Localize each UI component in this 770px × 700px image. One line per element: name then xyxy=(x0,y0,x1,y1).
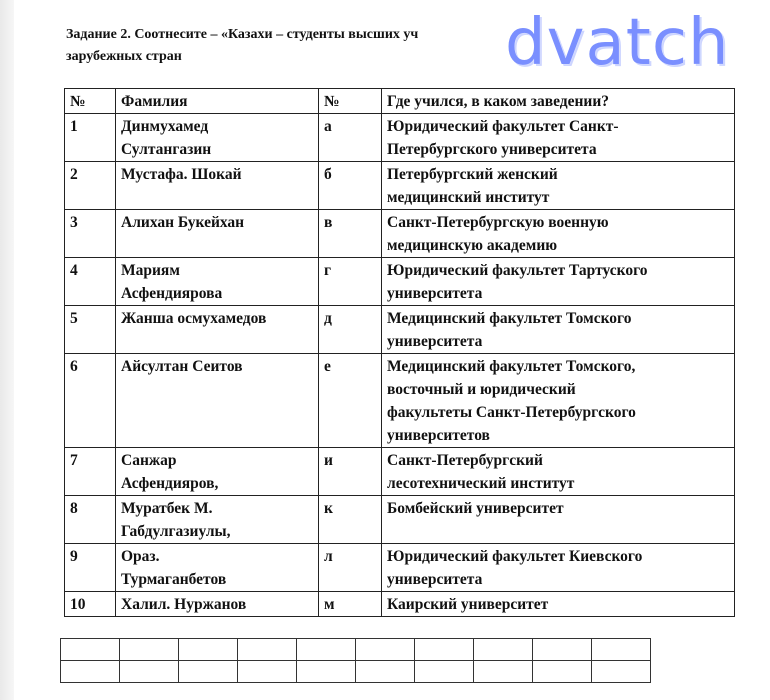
row-place xyxy=(382,306,735,354)
surname-line: Динмухамед xyxy=(121,118,209,135)
surname-line: Мариям xyxy=(121,262,180,279)
row-letter: м xyxy=(319,592,382,617)
row-letter: в xyxy=(319,210,382,258)
place-line: Петербургский женский xyxy=(387,166,558,183)
answer-cell xyxy=(179,639,238,661)
row-surname xyxy=(116,448,319,496)
surname-line: Султангазин xyxy=(121,141,212,158)
answer-cell xyxy=(474,639,533,661)
surname-line: Санжар xyxy=(121,452,177,469)
answer-grid-row xyxy=(61,661,651,683)
place-line: медицинский институт xyxy=(387,189,550,206)
answer-cell xyxy=(415,639,474,661)
header-place: Где учился, в каком заведении? xyxy=(382,89,735,114)
answer-cell xyxy=(297,661,356,683)
row-surname xyxy=(116,544,319,592)
place-line: Медицинский факультет Томского xyxy=(387,310,632,327)
answer-cell xyxy=(61,639,120,661)
row-number: 6 xyxy=(65,354,116,448)
row-number: 10 xyxy=(65,592,116,617)
row-number: 7 xyxy=(65,448,116,496)
row-place xyxy=(382,496,735,544)
surname-line: Алихан Букейхан xyxy=(121,214,245,231)
row-place xyxy=(382,354,735,448)
table-row xyxy=(65,114,735,162)
answer-cell xyxy=(179,661,238,683)
place-line: Каирский университет xyxy=(387,596,549,613)
answer-cell xyxy=(238,661,297,683)
answer-cell xyxy=(415,661,474,683)
row-letter: л xyxy=(319,544,382,592)
answer-cell xyxy=(592,639,651,661)
surname-line: Габдулгазиулы, xyxy=(121,523,231,540)
row-number: 3 xyxy=(65,210,116,258)
place-line: Бомбейский университет xyxy=(387,500,564,517)
table-row xyxy=(65,592,735,617)
answer-cell xyxy=(592,661,651,683)
row-place xyxy=(382,114,735,162)
place-line: Медицинский факультет Томского, xyxy=(387,358,636,375)
row-letter: б xyxy=(319,162,382,210)
surname-line: Айсултан Сеитов xyxy=(121,358,243,375)
row-letter: д xyxy=(319,306,382,354)
matching-table xyxy=(64,88,735,617)
answer-cell xyxy=(533,639,592,661)
place-line: университетов xyxy=(387,427,490,444)
row-number: 1 xyxy=(65,114,116,162)
answer-cell xyxy=(297,639,356,661)
row-place xyxy=(382,544,735,592)
table-row xyxy=(65,306,735,354)
row-letter: а xyxy=(319,114,382,162)
table-row xyxy=(65,496,735,544)
surname-line: Жанша осмухамедов xyxy=(121,310,267,327)
table-row xyxy=(65,448,735,496)
answer-cell xyxy=(474,661,533,683)
table-header-row xyxy=(65,89,735,114)
header-number: № xyxy=(65,89,116,114)
row-letter: и xyxy=(319,448,382,496)
surname-line: Муратбек М. xyxy=(121,500,213,517)
surname-line: Халил. Нуржанов xyxy=(121,596,247,613)
place-line: медицинскую академию xyxy=(387,237,558,254)
place-line: Санкт-Петербургский xyxy=(387,452,543,469)
row-surname xyxy=(116,592,319,617)
header-letter: № xyxy=(319,89,382,114)
place-line: Петербургского университета xyxy=(387,141,597,158)
answer-cell xyxy=(356,639,415,661)
surname-line: Мустафа. Шокай xyxy=(121,166,242,183)
header-surname: Фамилия xyxy=(116,89,319,114)
place-line: восточный и юридический xyxy=(387,381,576,398)
row-letter: г xyxy=(319,258,382,306)
page-edge xyxy=(0,0,14,700)
table-row xyxy=(65,354,735,448)
row-number: 2 xyxy=(65,162,116,210)
task-heading-line-1: Задание 2. Соотнесите – «Казахи – студенты высших уч xyxy=(66,27,419,42)
row-surname xyxy=(116,210,319,258)
row-surname xyxy=(116,354,319,448)
row-surname xyxy=(116,114,319,162)
answer-grid-row xyxy=(61,639,651,661)
watermark-text: dvatch xyxy=(505,6,730,80)
row-place xyxy=(382,210,735,258)
answer-cell xyxy=(120,639,179,661)
row-number: 5 xyxy=(65,306,116,354)
place-line: лесотехнический институт xyxy=(387,475,575,492)
row-place xyxy=(382,162,735,210)
row-surname xyxy=(116,496,319,544)
answer-cell xyxy=(356,661,415,683)
answer-cell xyxy=(120,661,179,683)
place-line: Юридический факультет Санкт- xyxy=(387,118,619,135)
place-line: Юридический факультет Тартуского xyxy=(387,262,648,279)
row-place xyxy=(382,258,735,306)
table-row xyxy=(65,210,735,258)
surname-line: Асфендиярова xyxy=(121,285,223,302)
place-line: университета xyxy=(387,333,483,350)
row-number: 9 xyxy=(65,544,116,592)
row-letter: е xyxy=(319,354,382,448)
place-line: Юридический факультет Киевского xyxy=(387,548,643,565)
row-number: 4 xyxy=(65,258,116,306)
surname-line: Ораз. xyxy=(121,548,160,565)
row-surname xyxy=(116,162,319,210)
place-line: Санкт-Петербургскую военную xyxy=(387,214,609,231)
task-heading-line-2: зарубежных стран xyxy=(66,49,182,64)
table-row xyxy=(65,162,735,210)
row-number: 8 xyxy=(65,496,116,544)
table-row xyxy=(65,544,735,592)
row-letter: к xyxy=(319,496,382,544)
surname-line: Асфендияров, xyxy=(121,475,219,492)
row-place xyxy=(382,448,735,496)
answer-cell xyxy=(238,639,297,661)
row-surname xyxy=(116,258,319,306)
row-surname xyxy=(116,306,319,354)
place-line: университета xyxy=(387,571,483,588)
surname-line: Турмаганбетов xyxy=(121,571,227,588)
place-line: университета xyxy=(387,285,483,302)
task-heading xyxy=(66,24,626,68)
table-body xyxy=(65,114,735,617)
answer-cell xyxy=(533,661,592,683)
place-line: факультеты Санкт-Петербургского xyxy=(387,404,636,421)
row-place xyxy=(382,592,735,617)
table-row xyxy=(65,258,735,306)
answer-grid xyxy=(60,638,651,683)
answer-cell xyxy=(61,661,120,683)
